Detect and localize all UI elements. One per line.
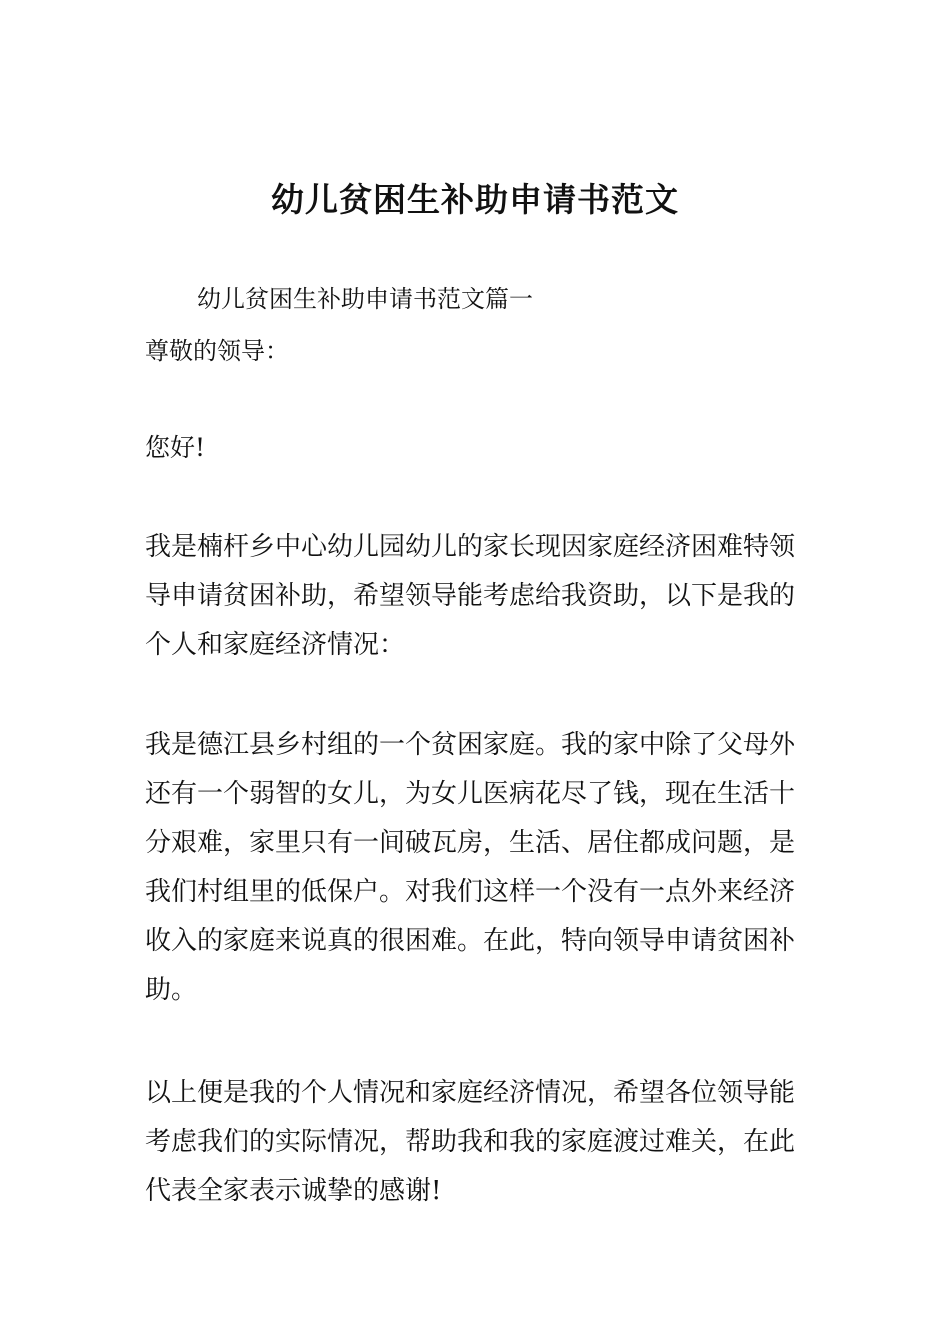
paragraph-closing: 以上便是我的个人情况和家庭经济情况，希望各位领导能考虑我们的实际情况，帮助我和我的家庭渡过难关，在此代表全家表示诚挚的感谢! xyxy=(145,1078,796,1206)
document-subtitle: 幼儿贫困生补助申请书范文篇一 xyxy=(197,285,533,313)
document-title: 幼儿贫困生补助申请书范文 xyxy=(271,180,679,219)
paragraph-family-situation: 我是德江县乡村组的一个贫困家庭。我的家中除了父母外还有一个弱智的女儿，为女儿医病花尽了钱，现在生活十分艰难，家里只有一间破瓦房，生活、居住都成问题，是我们村组里的低保户。对我们这样一个没有一点外来经济收入的家庭来说真的很困难。在此，特向领导申请贫困补助。 xyxy=(145,730,796,1005)
salutation: 尊敬的领导： xyxy=(145,337,289,365)
greeting: 您好! xyxy=(145,433,206,462)
paragraph-family-intro: 我是楠杆乡中心幼儿园幼儿的家长现因家庭经济困难特领导申请贫困补助，希望领导能考虑给我资助，以下是我的个人和家庭经济情况： xyxy=(145,532,796,660)
